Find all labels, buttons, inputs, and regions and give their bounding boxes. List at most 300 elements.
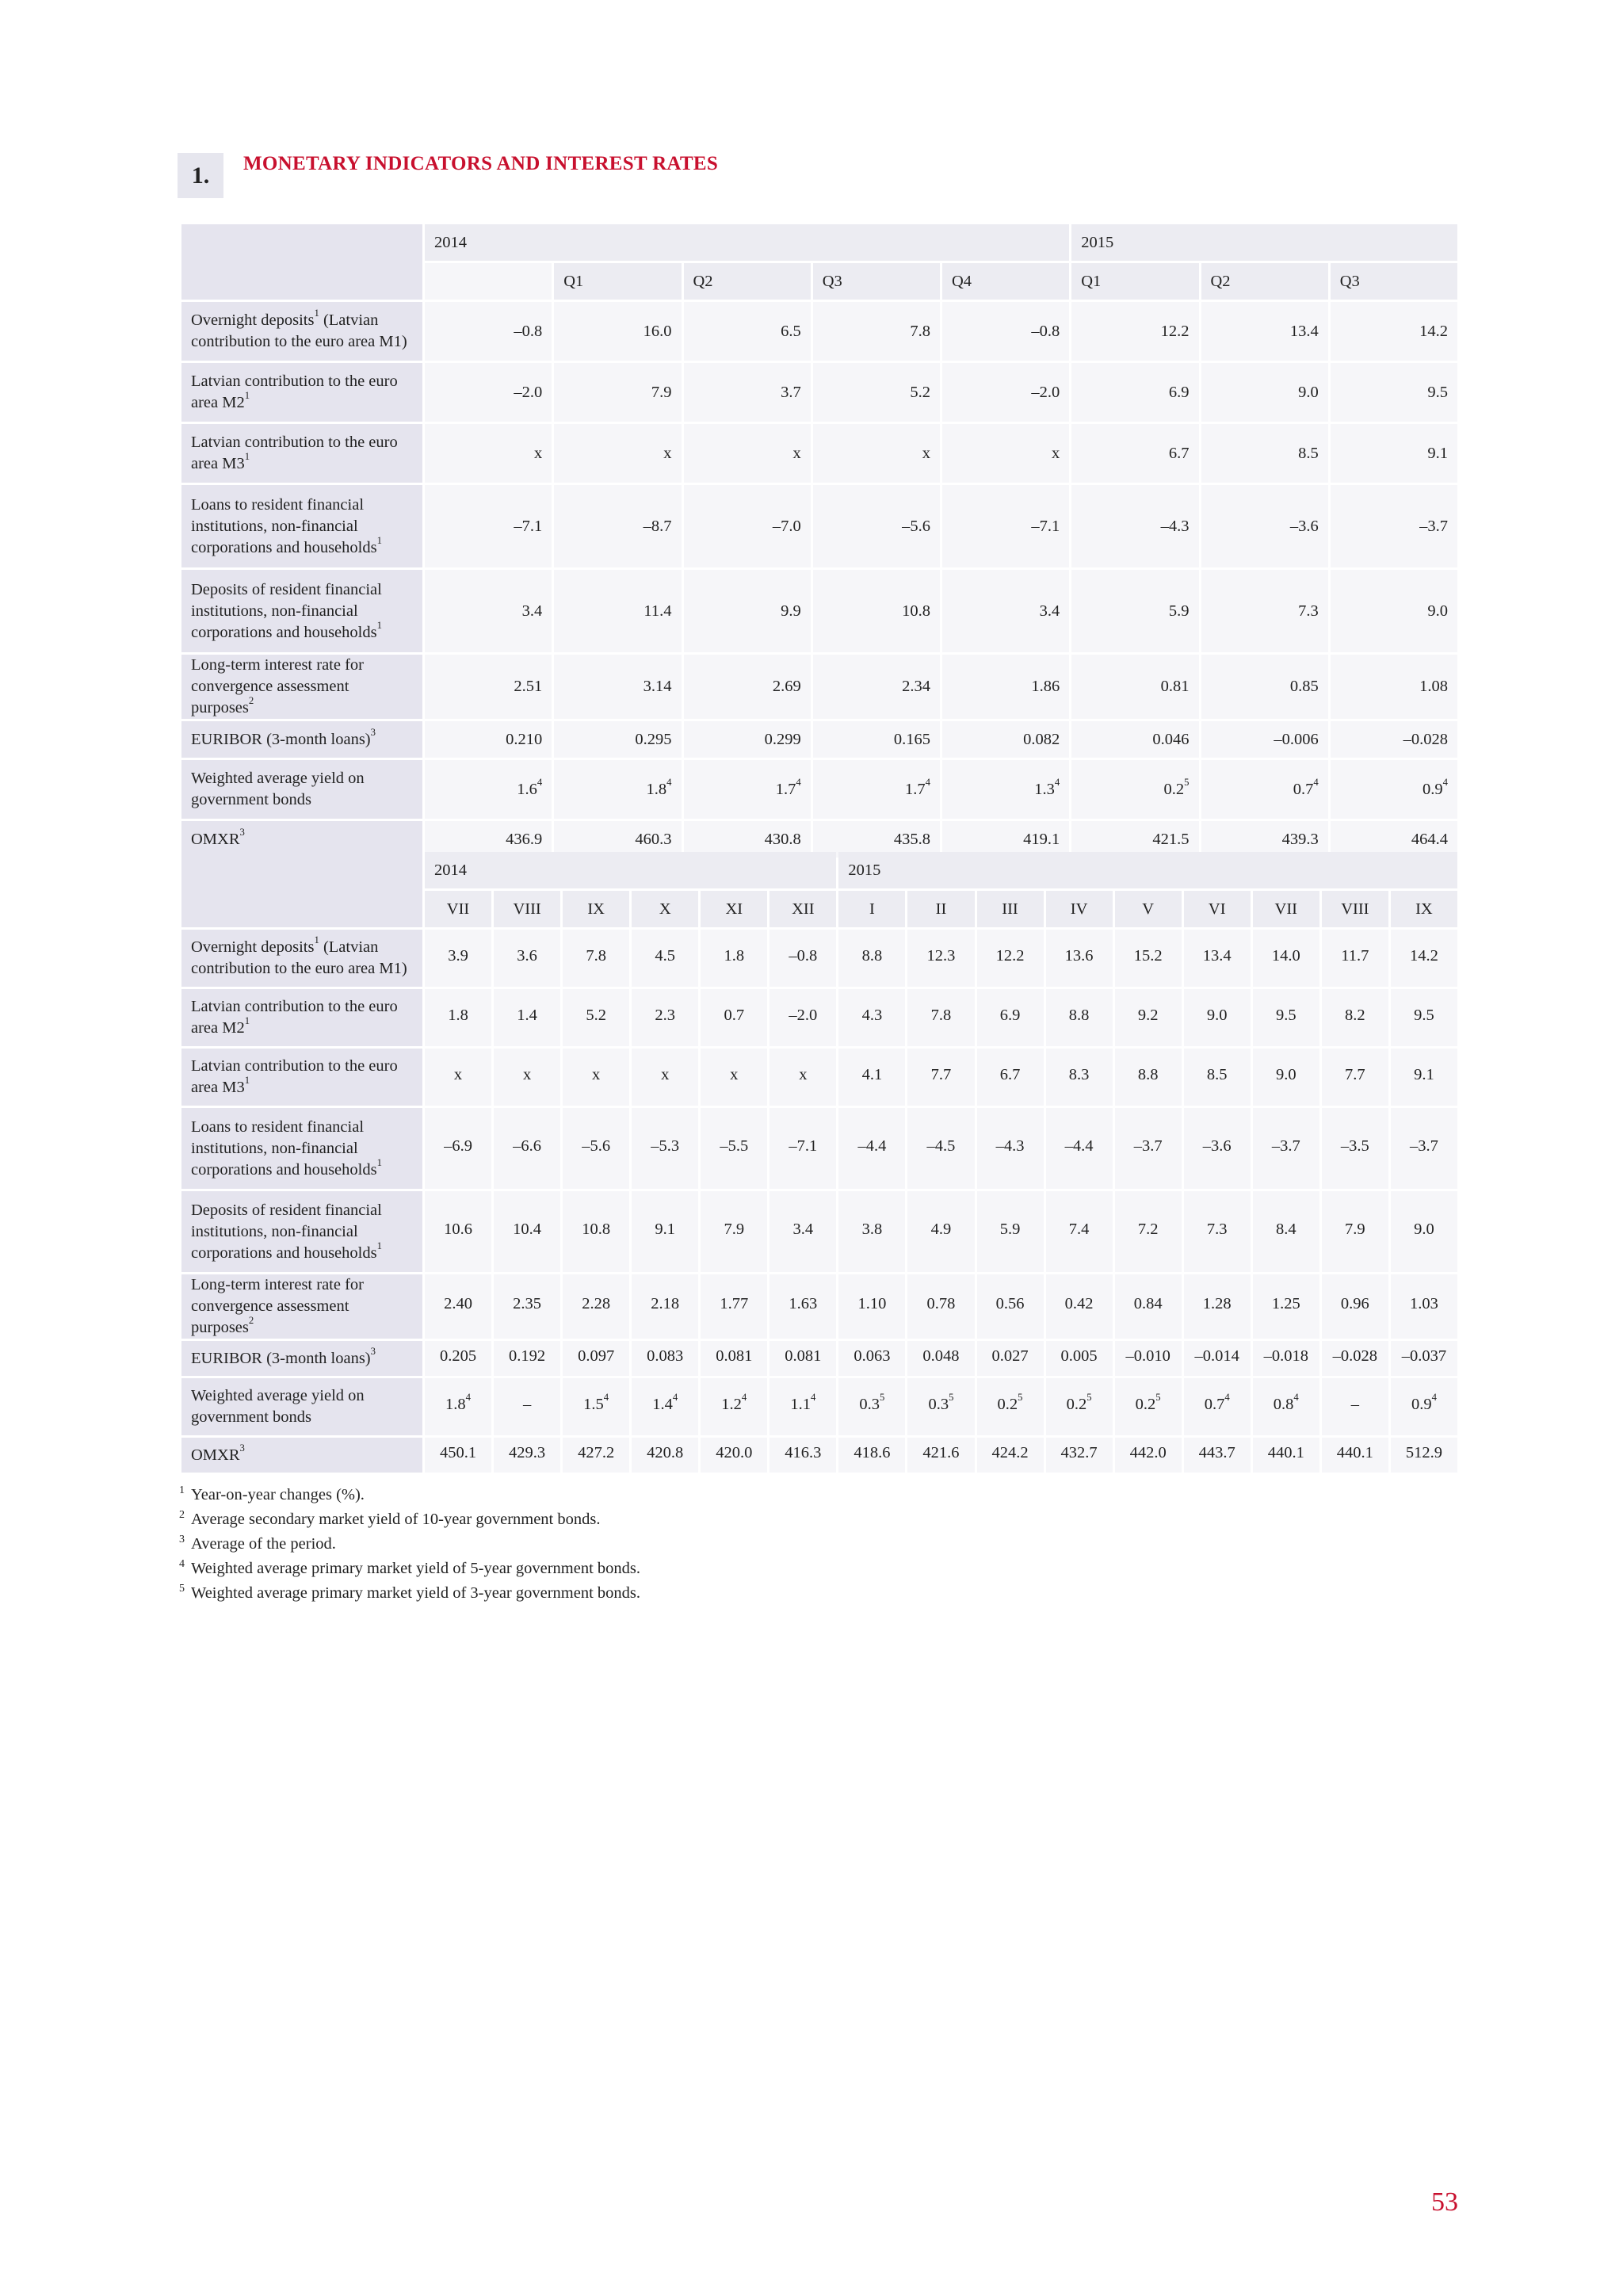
table-cell <box>1115 1378 1182 1435</box>
table-cell <box>1201 721 1328 758</box>
cell-value: –4.5 <box>926 1137 956 1155</box>
row-label-text: Loans to resident financial institutions, non-financial corporations and households <box>191 495 377 556</box>
cell-value: 1.8 <box>445 1395 466 1413</box>
table-cell <box>1115 1274 1182 1339</box>
table-cell <box>977 1438 1044 1473</box>
cell-value: –5.6 <box>902 517 930 535</box>
footnotes <box>179 1484 640 1606</box>
table-row <box>181 363 1457 422</box>
table-cell <box>1046 1108 1113 1189</box>
table-cell <box>907 930 974 987</box>
table-cell <box>977 1378 1044 1435</box>
cell-value: –5.5 <box>720 1137 749 1155</box>
table-cell <box>813 760 940 819</box>
table-stub-header <box>181 852 422 927</box>
table-cell <box>554 721 681 758</box>
table-cell <box>1331 570 1457 652</box>
table-cell <box>1253 1341 1319 1376</box>
table-cell <box>1331 363 1457 422</box>
table-cell <box>563 989 629 1046</box>
cell-value: 11.7 <box>1341 946 1369 965</box>
table-cell <box>1322 1378 1388 1435</box>
row-label-text: Weighted average yield on government bonds <box>191 770 365 808</box>
table-cell <box>563 1274 629 1339</box>
page-number: 53 <box>1431 2187 1458 2217</box>
table-cell <box>632 989 698 1046</box>
table-cell <box>1046 1341 1113 1376</box>
table-row <box>181 760 1457 819</box>
row-label-text: Latvian contribution to the euro area M3 <box>191 1057 398 1096</box>
cell-value: 9.5 <box>1275 1006 1296 1024</box>
row-label <box>181 570 422 652</box>
table-cell <box>1391 1108 1457 1189</box>
row-label <box>181 1191 422 1272</box>
cell-value: –3.5 <box>1340 1137 1369 1155</box>
row-label-text: OMXR <box>191 830 240 848</box>
cell-value: 5.9 <box>1168 602 1190 620</box>
cell-value: 8.5 <box>1298 444 1319 462</box>
column-header-month: XI <box>701 891 767 927</box>
row-label <box>181 655 422 719</box>
cell-value: 416.3 <box>785 1443 822 1461</box>
table-row <box>181 655 1457 719</box>
cell-value: 0.063 <box>854 1347 891 1365</box>
table-cell <box>1046 1438 1113 1473</box>
table-cell <box>1391 1049 1457 1106</box>
footnote-ref: 1 <box>244 1015 250 1026</box>
column-header-quarter: Q1 <box>1071 263 1198 300</box>
cell-value: –2.0 <box>514 383 543 401</box>
row-label-text: Latvian contribution to the euro area M2 <box>191 372 398 411</box>
table-cell <box>942 485 1069 567</box>
cell-value: – <box>1350 1395 1359 1413</box>
table-cell <box>1046 989 1113 1046</box>
table-cell <box>494 1108 560 1189</box>
table-cell <box>425 760 552 819</box>
footnote <box>179 1508 640 1533</box>
table-cell <box>684 424 811 483</box>
table-cell <box>1115 1191 1182 1272</box>
table-cell <box>838 1049 905 1106</box>
footnote-ref: 1 <box>314 934 319 946</box>
cell-value: 0.192 <box>509 1347 546 1365</box>
cell-value: 9.0 <box>1427 602 1448 620</box>
table-cell <box>942 570 1069 652</box>
table-cell <box>425 989 491 1046</box>
table-cell <box>425 1274 491 1339</box>
row-label-text: Loans to resident financial institutions, non-financial corporations and households <box>191 1117 377 1179</box>
table-cell <box>907 1191 974 1272</box>
footnote-ref: 2 <box>248 695 254 706</box>
table-cell <box>1253 1274 1319 1339</box>
cell-value: x <box>792 444 801 462</box>
cell-value: 0.3 <box>859 1395 880 1413</box>
cell-value: 12.2 <box>1160 322 1190 340</box>
table-row <box>181 302 1457 361</box>
cell-value: 6.7 <box>999 1065 1021 1083</box>
table-cell <box>813 721 940 758</box>
footnote-ref: 5 <box>1086 1391 1092 1403</box>
cell-value: 13.4 <box>1202 946 1232 965</box>
footnote-ref: 4 <box>796 776 801 788</box>
cell-value: 1.63 <box>789 1295 818 1312</box>
cell-value: 8.3 <box>1068 1065 1090 1083</box>
cell-value: 14.2 <box>1410 946 1438 965</box>
row-label-text: Weighted average yield on government bonds <box>191 1387 365 1426</box>
cell-value: 1.4 <box>517 1006 537 1024</box>
cell-value: –4.3 <box>1160 517 1190 535</box>
cell-value: 1.4 <box>652 1395 673 1413</box>
cell-value: –7.1 <box>514 517 543 535</box>
monthly-indicators-table <box>179 850 1460 1475</box>
table-cell <box>1391 1438 1457 1473</box>
table-cell <box>907 1049 974 1106</box>
table-cell <box>1391 1341 1457 1376</box>
table-cell <box>425 302 552 361</box>
cell-value: 9.0 <box>1414 1220 1434 1238</box>
table-cell <box>838 1438 905 1473</box>
table-row <box>181 570 1457 652</box>
cell-value: 0.2 <box>1163 780 1185 798</box>
cell-value: x <box>799 1065 808 1083</box>
cell-value: 7.9 <box>1345 1220 1365 1238</box>
table-cell <box>1391 1378 1457 1435</box>
cell-value: 0.005 <box>1060 1347 1098 1365</box>
table-cell <box>554 485 681 567</box>
cell-value: 10.8 <box>902 602 930 620</box>
cell-value: 5.2 <box>910 383 930 401</box>
cell-value: –2.0 <box>1031 383 1060 401</box>
table-cell <box>1071 570 1198 652</box>
footnote <box>179 1484 640 1508</box>
table-cell <box>425 485 552 567</box>
table-cell <box>701 1274 767 1339</box>
cell-value: 443.7 <box>1198 1443 1235 1461</box>
table-cell <box>1391 1274 1457 1339</box>
table-cell <box>907 1378 974 1435</box>
cell-value: 0.2 <box>1135 1395 1156 1413</box>
footnote-ref: 4 <box>672 1391 678 1403</box>
table-cell <box>1201 760 1328 819</box>
footnote-ref: 3 <box>239 826 245 838</box>
table-cell <box>1115 1341 1182 1376</box>
table-cell <box>1331 721 1457 758</box>
cell-value: 0.9 <box>1423 780 1443 798</box>
table-row <box>181 1049 1457 1106</box>
table-cell <box>1184 1438 1251 1473</box>
table-cell <box>1046 1191 1113 1272</box>
cell-value: 9.1 <box>1414 1065 1434 1083</box>
cell-value: 8.8 <box>1137 1065 1159 1083</box>
footnote-ref: 4 <box>810 1391 816 1403</box>
cell-value: 0.299 <box>764 730 801 748</box>
footnote-text: Weighted average primary market yield of 3-year government bonds. <box>191 1584 641 1602</box>
cell-value: 1.6 <box>517 780 537 798</box>
table-row <box>181 485 1457 567</box>
cell-value: 1.08 <box>1419 678 1448 695</box>
table-cell <box>701 989 767 1046</box>
table-cell <box>769 1191 836 1272</box>
row-label <box>181 930 422 987</box>
footnote-ref: 5 <box>880 1391 885 1403</box>
table-cell <box>425 1438 491 1473</box>
cell-value: 424.2 <box>991 1443 1029 1461</box>
cell-value: 7.7 <box>1345 1065 1365 1083</box>
footnote-ref: 4 <box>925 776 930 788</box>
table-cell <box>1322 1341 1388 1376</box>
table-row <box>181 989 1457 1046</box>
row-label <box>181 1274 422 1339</box>
cell-value: –4.3 <box>995 1137 1025 1155</box>
cell-value: 9.0 <box>1275 1065 1296 1083</box>
cell-value: 450.1 <box>439 1443 477 1461</box>
table-cell <box>1071 302 1198 361</box>
row-label <box>181 363 422 422</box>
cell-value: –0.014 <box>1194 1347 1239 1365</box>
row-label-text: Deposits of resident financial institutions, non-financial corporations and households <box>191 1201 382 1262</box>
table-cell <box>425 655 552 719</box>
footnote-number: 4 <box>179 1558 185 1570</box>
cell-value: x <box>1052 444 1060 462</box>
cell-value: 9.0 <box>1206 1006 1228 1024</box>
table-cell <box>977 1191 1044 1272</box>
table-cell <box>425 1108 491 1189</box>
footnote-ref: 1 <box>314 308 319 319</box>
cell-value: 420.8 <box>647 1443 684 1461</box>
table-row <box>181 1438 1457 1473</box>
cell-value: 419.1 <box>1023 830 1060 848</box>
table-cell <box>1322 1274 1388 1339</box>
row-label-text: EURIBOR (3-month loans) <box>191 1349 371 1367</box>
cell-value: 5.9 <box>999 1220 1021 1238</box>
table-cell <box>1115 989 1182 1046</box>
cell-value: 10.8 <box>582 1220 611 1238</box>
year-header-2014: 2014 <box>425 852 836 888</box>
cell-value: 4.1 <box>861 1065 883 1083</box>
cell-value: 427.2 <box>578 1443 615 1461</box>
cell-value: 442.0 <box>1129 1443 1167 1461</box>
cell-value: 3.14 <box>643 678 672 695</box>
footnote-ref: 2 <box>248 1315 254 1326</box>
table-cell <box>1322 1108 1388 1189</box>
table-cell <box>977 930 1044 987</box>
footnote-ref: 1 <box>376 534 382 546</box>
row-label <box>181 721 422 758</box>
table-cell <box>813 485 940 567</box>
cell-value: 464.4 <box>1411 830 1448 848</box>
table-cell <box>977 1274 1044 1339</box>
cell-value: 1.1 <box>790 1395 811 1413</box>
table-row <box>181 721 1457 758</box>
cell-value: 9.0 <box>1298 383 1319 401</box>
cell-value: –8.7 <box>643 517 672 535</box>
cell-value: 0.046 <box>1152 730 1190 748</box>
section-number: 1. <box>178 153 223 198</box>
footnote <box>179 1533 640 1557</box>
table-cell <box>1046 1049 1113 1106</box>
table-cell <box>813 363 940 422</box>
cell-value: 9.5 <box>1427 383 1448 401</box>
cell-value: 11.4 <box>643 602 672 620</box>
cell-value: –0.8 <box>789 946 818 965</box>
cell-value: 1.3 <box>1034 780 1055 798</box>
cell-value: 7.3 <box>1206 1220 1228 1238</box>
table-cell <box>1253 1438 1319 1473</box>
table-cell <box>838 1378 905 1435</box>
cell-value: 4.3 <box>861 1006 883 1024</box>
table-cell <box>1331 760 1457 819</box>
footnote-number: 1 <box>179 1484 185 1496</box>
table-cell <box>632 1438 698 1473</box>
cell-value: 7.3 <box>1298 602 1319 620</box>
row-label <box>181 302 422 361</box>
table-cell <box>494 930 560 987</box>
cell-value: 12.2 <box>995 946 1025 965</box>
column-header-month: IX <box>1391 891 1457 927</box>
cell-value: 1.8 <box>724 946 745 965</box>
cell-value: –5.6 <box>582 1137 611 1155</box>
footnote-ref: 1 <box>376 1156 382 1168</box>
row-label-text: Latvian contribution to the euro area M2 <box>191 998 398 1037</box>
cell-value: –0.037 <box>1401 1347 1447 1365</box>
cell-value: 6.9 <box>1168 383 1190 401</box>
column-header-month: II <box>907 891 974 927</box>
table-cell <box>494 1438 560 1473</box>
table-cell <box>1115 930 1182 987</box>
table-row <box>181 1341 1457 1376</box>
cell-value: 3.6 <box>517 946 537 965</box>
table-cell <box>494 1191 560 1272</box>
cell-value: 432.7 <box>1060 1443 1098 1461</box>
table-cell <box>494 1274 560 1339</box>
cell-value: 0.3 <box>928 1395 949 1413</box>
column-header-month: VII <box>1253 891 1319 927</box>
table-cell <box>1071 721 1198 758</box>
cell-value: 1.86 <box>1031 678 1060 695</box>
cell-value: 440.1 <box>1267 1443 1304 1461</box>
cell-value: 7.9 <box>651 383 672 401</box>
table-row <box>181 930 1457 987</box>
footnote-ref: 3 <box>370 726 376 738</box>
table-cell <box>1201 302 1328 361</box>
cell-value: 2.34 <box>902 678 930 695</box>
cell-value: 0.78 <box>926 1295 956 1312</box>
footnote-ref: 1 <box>376 1240 382 1251</box>
cell-value: –2.0 <box>789 1006 818 1024</box>
table-cell <box>1331 302 1457 361</box>
year-header-2014: 2014 <box>425 224 1069 261</box>
cell-value: 7.4 <box>1068 1220 1090 1238</box>
table-cell <box>632 1341 698 1376</box>
cell-value: –3.6 <box>1289 517 1319 535</box>
cell-value: 9.1 <box>655 1220 676 1238</box>
cell-value: 14.0 <box>1271 946 1300 965</box>
cell-value: 9.5 <box>1414 1006 1434 1024</box>
quarterly-indicators-table <box>179 222 1460 860</box>
footnote-number: 5 <box>179 1583 185 1595</box>
table-cell <box>1046 1274 1113 1339</box>
table-cell <box>563 1341 629 1376</box>
table-cell <box>701 1438 767 1473</box>
cell-value: 2.51 <box>514 678 543 695</box>
table-cell <box>425 930 491 987</box>
table-cell <box>554 655 681 719</box>
table-cell <box>632 1191 698 1272</box>
table-cell <box>1322 930 1388 987</box>
footnote-ref: 1 <box>244 1075 250 1086</box>
table-cell <box>425 424 552 483</box>
table-stub-header <box>181 224 422 300</box>
column-header-month: VI <box>1184 891 1251 927</box>
table-cell <box>1331 424 1457 483</box>
table-cell <box>632 1049 698 1106</box>
cell-value: x <box>522 1065 532 1083</box>
table-cell <box>907 1274 974 1339</box>
row-label-text: OMXR <box>191 1446 240 1464</box>
column-header-month: VIII <box>494 891 560 927</box>
cell-value: 6.7 <box>1168 444 1190 462</box>
cell-value: x <box>922 444 930 462</box>
table-cell <box>1071 424 1198 483</box>
cell-value: 0.081 <box>785 1347 822 1365</box>
table-cell <box>425 363 552 422</box>
table-cell <box>494 1049 560 1106</box>
table-cell <box>425 570 552 652</box>
footnote-ref: 4 <box>666 776 672 788</box>
cell-value: 16.0 <box>643 322 672 340</box>
table-cell <box>769 1341 836 1376</box>
row-label-text: Deposits of resident financial institutions, non-financial corporations and households <box>191 580 382 641</box>
table-cell <box>769 1378 836 1435</box>
table-cell <box>977 1341 1044 1376</box>
cell-value: –0.028 <box>1332 1347 1378 1365</box>
cell-value: –0.8 <box>1031 322 1060 340</box>
table-cell <box>1391 989 1457 1046</box>
table-cell <box>632 1378 698 1435</box>
cell-value: 1.8 <box>646 780 667 798</box>
cell-value: 3.7 <box>781 383 801 401</box>
table-cell <box>838 930 905 987</box>
cell-value: 1.25 <box>1271 1295 1300 1312</box>
row-label-text: Overnight deposits <box>191 938 315 956</box>
footnote-ref: 4 <box>1293 1391 1299 1403</box>
table-cell <box>554 760 681 819</box>
table-cell <box>701 1378 767 1435</box>
table-cell <box>701 1341 767 1376</box>
cell-value: x <box>730 1065 739 1083</box>
footnote-ref: 4 <box>1054 776 1060 788</box>
table-cell <box>907 1108 974 1189</box>
cell-value: 13.6 <box>1064 946 1094 965</box>
table-cell <box>684 721 811 758</box>
cell-value: –3.7 <box>1419 517 1448 535</box>
cell-value: 2.28 <box>582 1295 611 1312</box>
cell-value: 3.9 <box>448 946 468 965</box>
table-cell <box>1184 930 1251 987</box>
table-cell <box>701 1049 767 1106</box>
table-cell <box>494 989 560 1046</box>
table-cell <box>563 1378 629 1435</box>
table-cell <box>942 760 1069 819</box>
cell-value: –0.010 <box>1125 1347 1170 1365</box>
table-cell <box>942 721 1069 758</box>
footnote-text: Year-on-year changes (%). <box>191 1486 365 1503</box>
row-label-text: EURIBOR (3-month loans) <box>191 730 371 748</box>
table-cell <box>684 363 811 422</box>
table-cell <box>494 1341 560 1376</box>
cell-value: 7.8 <box>930 1006 952 1024</box>
row-label-text: (Latvian contribution to the euro area M1) <box>191 311 407 350</box>
